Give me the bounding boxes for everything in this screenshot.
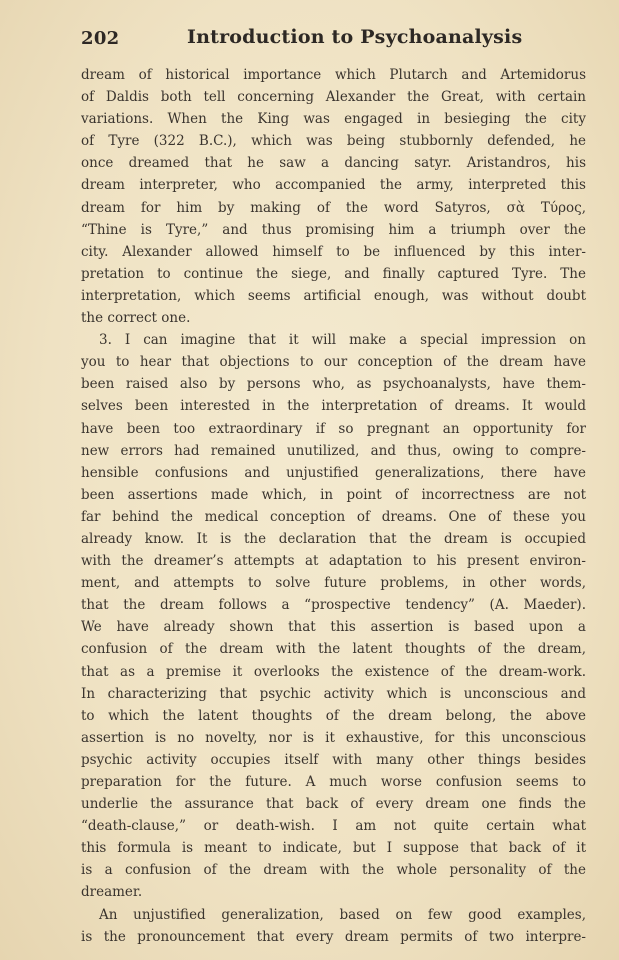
running-title: Introduction to Psychoanalysis xyxy=(187,26,523,48)
text-line: interpretation, which seems artificial enough, was without doubt xyxy=(81,287,586,304)
text-line: preparation for the future. A much worse confusion seems to xyxy=(81,774,586,790)
text-line: In characterizing that psychic activity which is unconscious and xyxy=(81,685,586,702)
text-line: of Daldis both tell concerning Alexander the Great, with certain xyxy=(81,89,586,106)
text-line: city. Alexander allowed himself to be influenced by this inter- xyxy=(81,243,586,260)
page-number: 202 xyxy=(81,28,120,49)
text-line: dream interpreter, who accompanied the army, interpreted this xyxy=(81,177,586,194)
text-line: far behind the medical conception of dreams. One of these you xyxy=(81,508,586,525)
text-line: once dreamed that he saw a dancing satyr. Aristandros, his xyxy=(81,155,586,172)
text-line: assertion is no novelty, nor is it exhaustive, for this unconscious xyxy=(81,729,586,746)
text-line: 3. I can imagine that it will make a special impression on xyxy=(99,332,586,349)
text-line: pretation to continue the siege, and finally captured Tyre. The xyxy=(81,265,586,282)
text-line: is a confusion of the dream with the whole personality of the xyxy=(81,862,586,879)
text-line: new errors had remained unutilized, and thus, owing to compre- xyxy=(81,442,586,459)
text-line: have been too extraordinary if so pregnant an opportunity for xyxy=(81,420,586,437)
text-line: We have already shown that this assertion is based upon a xyxy=(81,619,586,636)
text-line: the correct one. xyxy=(81,310,191,327)
text-line: this formula is meant to indicate, but I suppose that back of it xyxy=(81,840,586,857)
text-line: underlie the assurance that back of every dream one finds the xyxy=(81,796,586,813)
text-line: hensible confusions and unjustified generalizations, there have xyxy=(81,464,586,481)
body-text xyxy=(81,64,586,948)
text-line: dream of historical importance which Plutarch and Artemidorus xyxy=(81,67,586,83)
text-line: “death-clause,” or death-wish. I am not quite certain what xyxy=(81,818,586,835)
text-line: is the pronouncement that every dream permits of two interpre- xyxy=(81,928,586,945)
text-line: you to hear that objections to our conception of the dream have xyxy=(81,354,586,371)
text-line: psychic activity occupies itself with many other things besides xyxy=(81,751,586,768)
text-line: been raised also by persons who, as psychoanalysts, have them- xyxy=(81,376,586,393)
text-line: that the dream follows a “prospective tendency” (A. Maeder). xyxy=(81,597,586,614)
text-line: already know. It is the declaration that the dream is occupied xyxy=(81,530,586,547)
text-line: confusion of the dream with the latent thoughts of the dream, xyxy=(81,641,586,658)
text-line: dream for him by making of the word Satyros, σὰ Τύρος, xyxy=(81,199,586,216)
text-line: with the dreamer’s attempts at adaptation to his present environ- xyxy=(81,553,586,570)
text-line: that as a premise it overlooks the existence of the dream-work. xyxy=(81,663,586,680)
text-line: to which the latent thoughts of the dream belong, the above xyxy=(81,707,586,724)
text-line: variations. When the King was engaged in besieging the city xyxy=(81,111,586,128)
text-line: “Thine is Tyre,” and thus promising him a triumph over the xyxy=(81,221,586,238)
text-line: An unjustified generalization, based on few good examples, xyxy=(99,906,586,923)
text-line: of Tyre (322 B.C.), which was being stubbornly defended, he xyxy=(81,133,586,150)
text-line: dreamer. xyxy=(81,884,143,901)
text-line: ment, and attempts to solve future problems, in other words, xyxy=(81,575,586,592)
text-line: been assertions made which, in point of incorrectness are not xyxy=(81,486,586,503)
page-header xyxy=(81,24,581,56)
text-line: selves been interested in the interpretation of dreams. It would xyxy=(81,398,586,415)
